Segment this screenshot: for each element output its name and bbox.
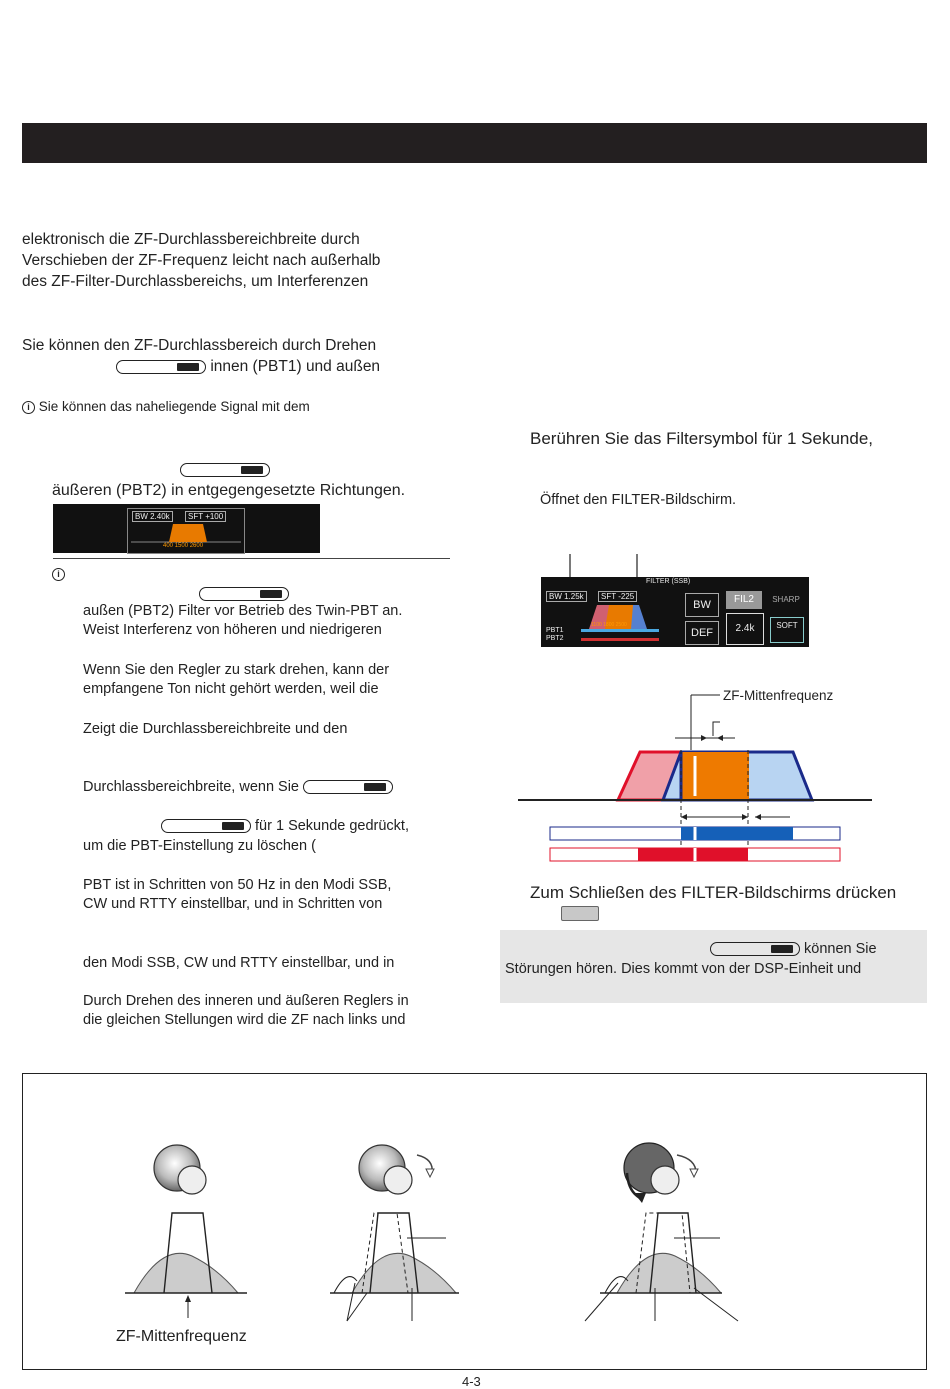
- bottom-zf-label: ZF-Mittenfrequenz: [116, 1328, 247, 1345]
- pbt-direction-text: äußeren (PBT2) in entgegengesetzte Richtungen.: [52, 482, 406, 499]
- step-1-text: Berühren Sie das Filtersymbol für 1 Sekunde,: [530, 429, 874, 448]
- section-header-bar: [22, 123, 927, 163]
- pbt-knob-icon: [303, 780, 393, 794]
- note-box: [500, 930, 927, 1003]
- note-g: den Modi SSB, CW und RTTY einstellbar, und in: [83, 955, 395, 971]
- small-passband-graph: [131, 522, 241, 544]
- passband-graph-2: [330, 1213, 459, 1321]
- filter-screen: FILTER (SSB) BW 1.25k SFT -225 1100 1800 2500 PBT1 PBT2 BW FIL2 SHARP DEF 2.4k SOFT: [541, 577, 809, 647]
- info-note-1: i Sie können das naheliegende Signal mit dem: [22, 399, 310, 414]
- note-box-line1: können Sie: [710, 940, 877, 959]
- bw-button[interactable]: BW: [685, 593, 719, 617]
- def-button[interactable]: DEF: [685, 621, 719, 645]
- passband-graph-3: [585, 1213, 738, 1321]
- page-number: 4-3: [462, 1374, 481, 1389]
- note-c: Zeigt die Durchlassbereichbreite und den: [83, 721, 348, 737]
- knob-illustration-1: [154, 1145, 206, 1194]
- small-filter-display: BW 2.40k SFT +100 400 1500 2600: [53, 504, 320, 553]
- note-d: Durchlassbereichbreite, wenn Sie: [83, 778, 393, 797]
- pbt-knob-icon: [180, 463, 270, 477]
- pbt-illustrations: [22, 1073, 927, 1370]
- info-icon: i: [52, 568, 65, 581]
- soft-button[interactable]: SOFT: [770, 617, 804, 643]
- pbt-knob-icon: [710, 942, 800, 956]
- fil2-button[interactable]: FIL2: [726, 591, 762, 609]
- notes-info-icon-wrap: [52, 566, 65, 584]
- intro-paragraph: elektronisch die ZF-Durchlassbereichbreite durch Verschieben der ZF-Frequenz leicht nach außerhalb des ZF-Filter-Durchlassbereichs, um Interferenzen: [22, 231, 381, 290]
- zf-center-label: ZF-Mittenfrequenz: [723, 688, 834, 703]
- pbt-paragraph-line2: innen (PBT1) und außen: [116, 356, 380, 377]
- step-2-text: Zum Schließen des FILTER-Bildschirms drücken: [530, 883, 897, 902]
- step-1-subtext: Öffnet den FILTER-Bildschirm.: [540, 492, 737, 508]
- twin-pbt-diagram: [515, 690, 875, 865]
- knob-icon-2-wrap: [180, 461, 270, 479]
- pbt-knob-icon: [116, 360, 206, 374]
- pbt-knob-icon: [199, 587, 289, 601]
- pbt-paragraph: Sie können den ZF-Durchlassbereich durch Drehen: [22, 337, 377, 354]
- note-box-line2: Störungen hören. Dies kommt von der DSP-Einheit und: [505, 961, 862, 977]
- knob-icon-3-wrap: [199, 585, 289, 603]
- knob-illustration-3: [624, 1143, 698, 1203]
- note-f: PBT ist in Schritten von 50 Hz in den Modi SSB, CW und RTTY einstellbar, und in Schritten von: [83, 877, 392, 912]
- exit-button-icon-wrap: [561, 906, 599, 926]
- note-a: außen (PBT2) Filter vor Betrieb des Twin-PBT an. Weist Interferenz von höheren und niedrigeren: [83, 603, 403, 638]
- note-h: Durch Drehen des inneren und äußeren Reglers in die gleichen Stellungen wird die ZF nach links und: [83, 993, 409, 1028]
- info-icon: i: [22, 401, 35, 414]
- divider: [53, 558, 450, 559]
- note-e-line1: für 1 Sekunde gedrückt,: [161, 817, 409, 836]
- pbt-knob-icon: [161, 819, 251, 833]
- note-e-line2: um die PBT-Einstellung zu löschen (: [83, 838, 316, 854]
- exit-button-icon: [561, 906, 599, 921]
- sharp-button[interactable]: SHARP: [772, 595, 800, 604]
- note-b: Wenn Sie den Regler zu stark drehen, kann der empfangene Ton nicht gehört werden, weil die: [83, 662, 390, 697]
- bandwidth-value[interactable]: 2.4k: [726, 613, 764, 645]
- knob-illustration-2: [359, 1145, 434, 1194]
- passband-graph-1: [125, 1213, 247, 1318]
